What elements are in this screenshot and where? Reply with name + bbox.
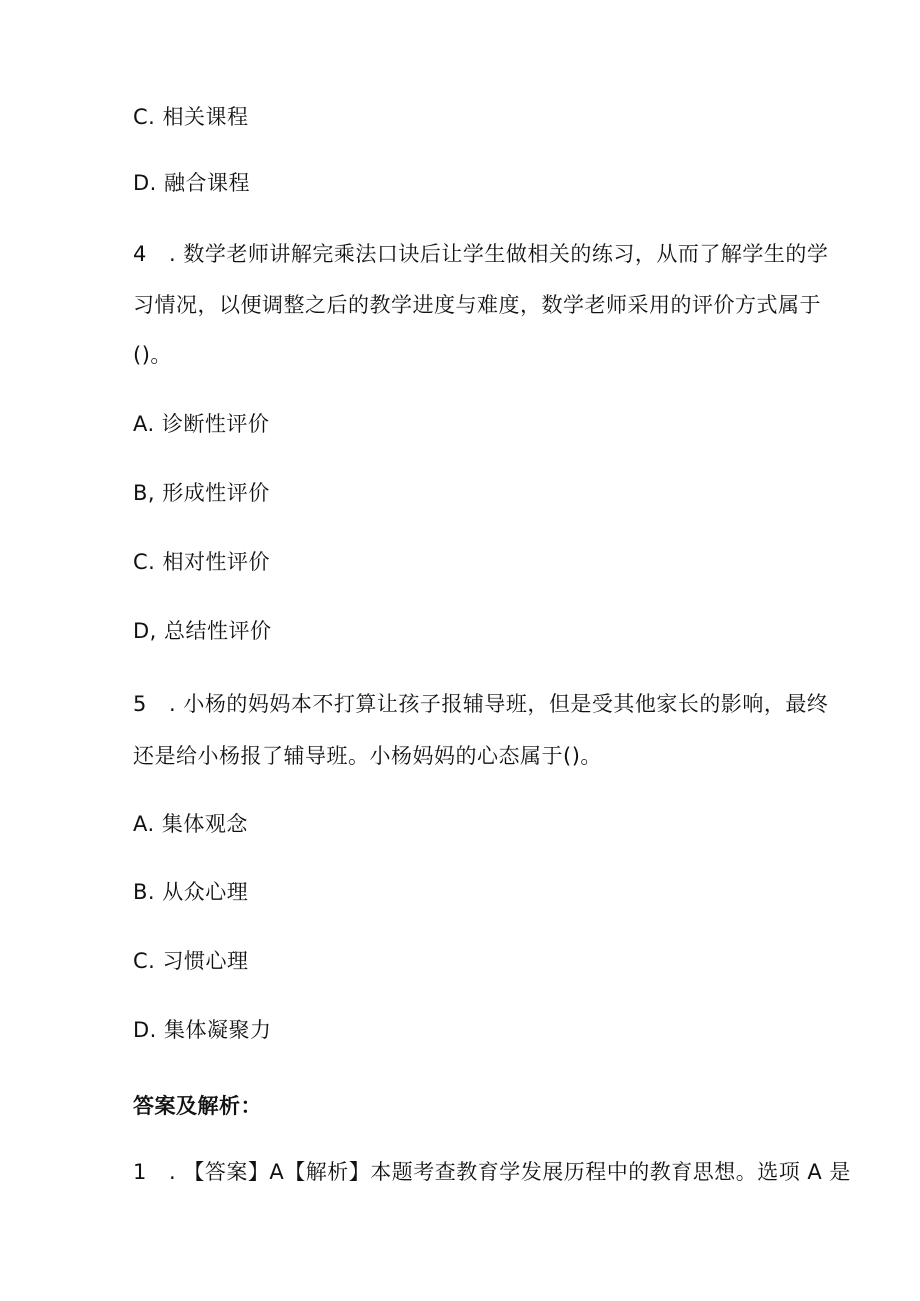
q5-option-c: C. 习惯心理	[133, 949, 249, 973]
answer-1-line	[133, 1158, 851, 1186]
q5-stem-line-2: 还是给小杨报了辅导班。小杨妈妈的心态属于()。	[133, 744, 602, 768]
q5-stem-line-1	[133, 690, 828, 718]
q3-option-c: C. 相关课程	[133, 105, 249, 129]
question-number: 4	[133, 242, 147, 266]
question-number: 5	[133, 692, 147, 716]
q4-option-b: B, 形成性评价	[133, 481, 270, 505]
answer-number: 1	[133, 1160, 147, 1184]
q4-stem-line-3: ()。	[133, 343, 172, 367]
q4-stem-line-2: 习情况，以便调整之后的教学进度与难度，数学老师采用的评价方式属于	[133, 293, 821, 317]
q5-option-a: A. 集体观念	[133, 812, 248, 836]
q5-option-b: B. 从众心理	[133, 880, 249, 904]
answer-1-text: . 【答案】A【解析】本题考查教育学发展历程中的教育思想。选项 A 是	[169, 1160, 851, 1184]
q4-option-d: D, 总结性评价	[133, 619, 272, 643]
q5-option-d: D. 集体凝聚力	[133, 1018, 272, 1042]
q4-stem-text-1: . 数学老师讲解完乘法口诀后让学生做相关的练习，从而了解学生的学	[169, 242, 829, 266]
q5-stem-text-1: . 小杨的妈妈本不打算让孩子报辅导班，但是受其他家长的影响，最终	[169, 692, 829, 716]
q4-stem-line-1	[133, 240, 828, 268]
q4-option-a: A. 诊断性评价	[133, 412, 270, 436]
q3-option-d: D. 融合课程	[133, 171, 251, 195]
q4-option-c: C. 相对性评价	[133, 550, 271, 574]
answers-heading: 答案及解析：	[133, 1094, 262, 1118]
